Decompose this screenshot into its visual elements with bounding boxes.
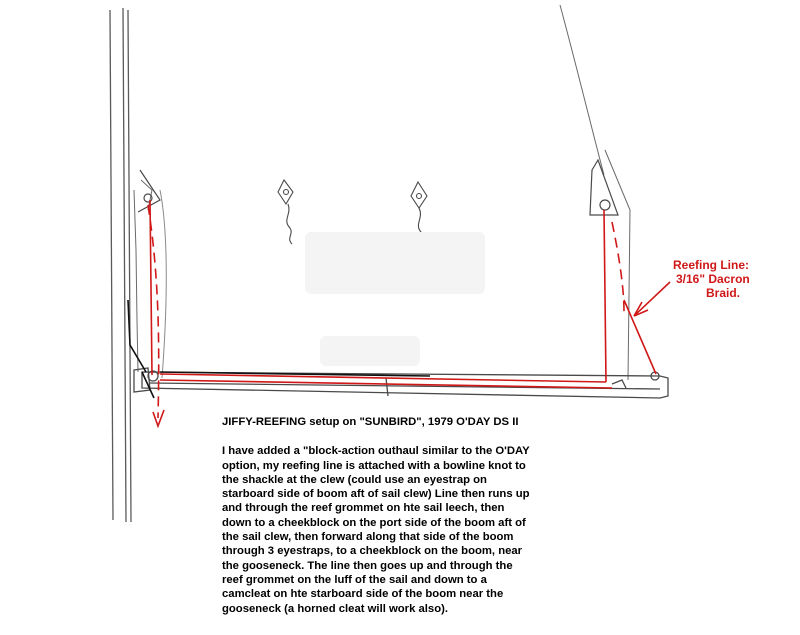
leech-reef-cringle [590,160,618,215]
eraser-smudges [305,232,485,366]
caption-line: the gooseneck. The line then goes up and through the [222,559,513,572]
caption-line: option, my reefing line is attached with a bowline knot to [222,459,526,472]
luff-reef-cringle [138,170,160,212]
caption-line: starboard side of boom aft of sail clew) Line then runs up [222,488,530,501]
diagram-caption [222,415,572,616]
caption-line: reef grommet on the luff of the sail and down to a [222,573,487,586]
caption-line: down to a cheekblock on the port side of the boom aft of [222,516,526,529]
reefing-line-callout [673,258,798,300]
callout-line-2: 3/16" Dacron [676,272,750,286]
caption-line: the sail clew, then forward along that side of the boom [222,531,514,544]
caption-line: the shackle at the clew (could use an eyestrap on [222,473,487,486]
caption-title: JIFFY-REEFING setup on "SUNBIRD", 1979 O'DAY DS II [222,416,519,428]
callout-line-3: Braid. [706,286,741,300]
caption-line: and through the reef grommet on hte sail leech, then [222,502,505,515]
caption-line: camcleat on hte starboard side of the boom near the [222,588,504,601]
caption-line: through 3 eyestraps, to a cheekblock on the boom, near [222,545,523,558]
callout-line-1: Reefing Line: [673,258,750,272]
mast [110,8,131,522]
caption-line: gooseneck (a horned cleat will work also). [222,602,448,615]
sail-outline [134,5,630,380]
caption-line: I have added a "block-action outhaul similar to the O'DAY [222,445,530,458]
